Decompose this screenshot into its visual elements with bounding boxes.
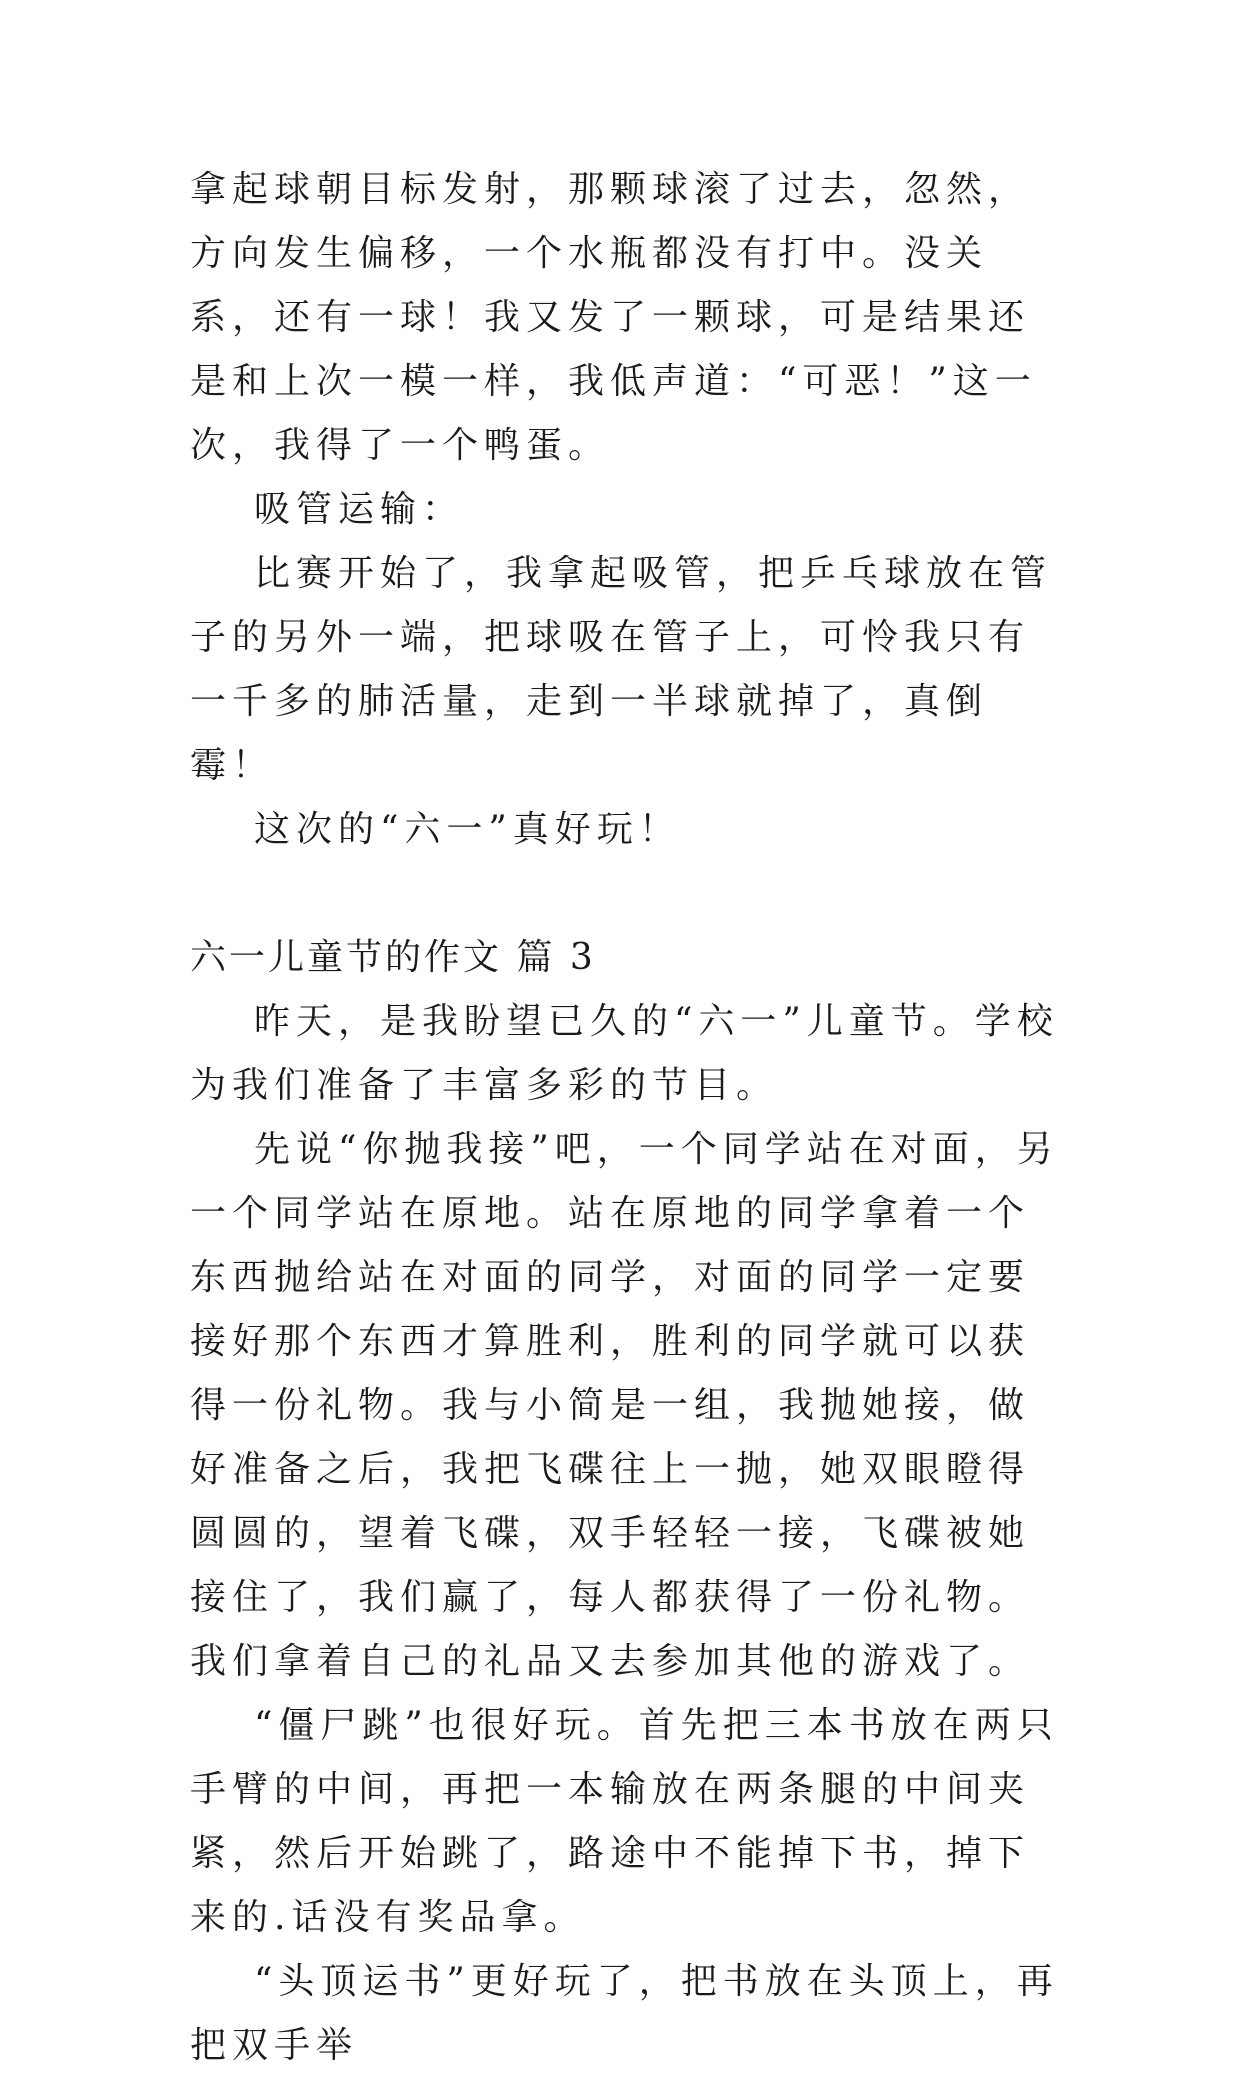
- paragraph: 先说“你抛我接”吧，一个同学站在对面，另一个同学站在原地。站在原地的同学拿着一个东西抛给站在对面的同学，对面的同学一定要接好那个东西才算胜利，胜利的同学就可以获得一份礼物。我与小简是一组，我抛她接，做好准备之后，我把飞碟往上一抛，她双眼瞪得圆圆的，望着飞碟，双手轻轻一接，飞碟被她接住了，我们赢了，每人都获得了一份礼物。我们拿着自己的礼品又去参加其他的游戏了。: [190, 1129, 1059, 1682]
- document-body: [190, 158, 1070, 2078]
- paragraph: “僵尸跳”也很好玩。首先把三本书放在两只手臂的中间，再把一本输放在两条腿的中间夹紧，然后开始跳了，路途中不能掉下书，掉下来的.话没有奖品拿。: [190, 1705, 1059, 1938]
- paragraph-continued: 拿起球朝目标发射，那颗球滚了过去，忽然，方向发生偏移，一个水瓶都没有打中。没关系，还有一球！我又发了一颗球，可是结果还是和上次一模一样，我低声道：“可恶！”这一次，我得了一个鸭蛋。: [190, 169, 1037, 466]
- paragraph-subheading-straw: 吸管运输：: [254, 489, 465, 530]
- paragraph: “头顶运书”更好玩了，把书放在头顶上，再把双手举: [190, 1961, 1059, 2066]
- section-heading: 六一儿童节的作文 篇 3: [190, 937, 596, 978]
- paragraph: 昨天，是我盼望已久的“六一”儿童节。学校为我们准备了丰富多彩的节目。: [190, 1001, 1059, 1106]
- paragraph: 这次的“六一”真好玩！: [254, 809, 681, 850]
- paragraph: 比赛开始了，我拿起吸管，把乒乓球放在管子的另外一端，把球吸在管子上，可怜我只有一千多的肺活量，走到一半球就掉了，真倒霉！: [190, 553, 1053, 786]
